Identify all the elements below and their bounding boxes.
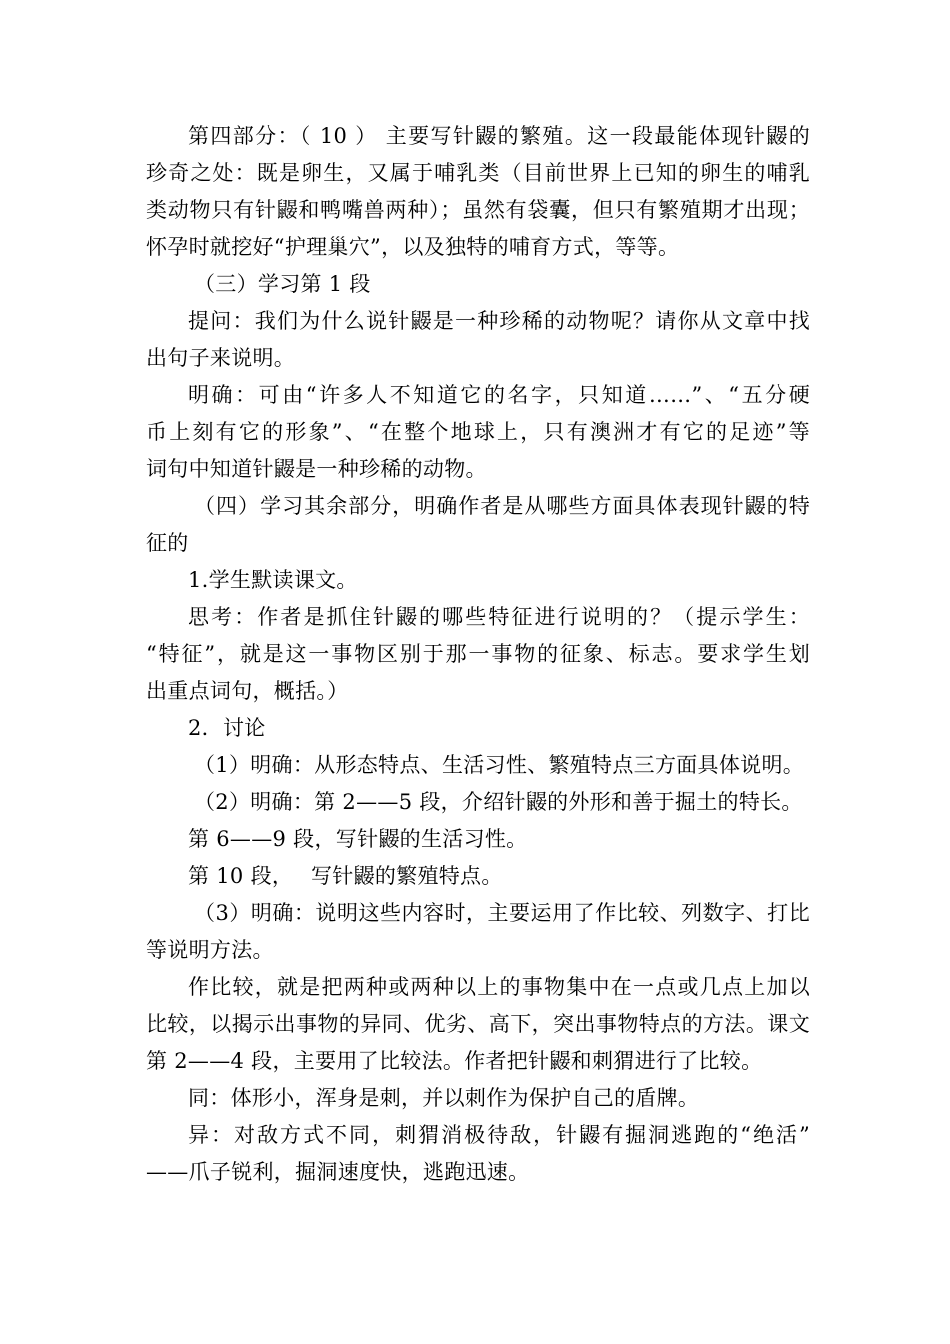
text-line: 作比较，就是把两种或两种以上的事物集中在一点或几点上加以 <box>188 975 810 999</box>
text-line: 词句中知道针鼹是一种珍稀的动物。 <box>146 457 487 481</box>
paragraph-different <box>146 1117 810 1191</box>
text-line: 2．讨论 <box>188 716 266 740</box>
text-line: 第四部分：（ 10 ） 主要写针鼹的繁殖。这一段最能体现针鼹的 <box>188 124 810 148</box>
paragraph-think <box>146 599 810 710</box>
paragraph-point-two <box>146 784 810 821</box>
paragraph-section-10 <box>146 858 810 895</box>
text-line: 第 2——4 段，主要用了比较法。作者把针鼹和刺猬进行了比较。 <box>146 1049 763 1073</box>
document-body <box>146 118 810 1191</box>
paragraph-step-one <box>146 562 810 599</box>
text-line: 第 6——9 段，写针鼹的生活习性。 <box>188 827 528 851</box>
text-line: 怀孕时就挖好“护理巢穴”，以及独特的哺育方式，等等。 <box>146 235 680 259</box>
paragraph-discussion <box>146 710 810 747</box>
text-line: 异：对敌方式不同，刺猬消极待敌，针鼹有掘洞逃跑的“绝活” <box>188 1123 810 1147</box>
text-line: （3）明确：说明这些内容时，主要运用了作比较、列数字、打比 <box>194 901 810 925</box>
text-line: 征的 <box>146 531 189 555</box>
text-line: 比较，以揭示出事物的异同、优劣、高下，突出事物特点的方法。课文 <box>146 1012 810 1036</box>
paragraph-answer <box>146 377 810 488</box>
text-line: 第 10 段， 写针鼹的繁殖特点。 <box>188 864 503 888</box>
paragraph-point-three <box>146 895 810 969</box>
paragraph-question <box>146 303 810 377</box>
text-line: 提问：我们为什么说针鼹是一种珍稀的动物呢？请你从文章中找 <box>188 309 810 333</box>
text-line: 类动物只有针鼹和鸭嘴兽两种）；虽然有袋囊，但只有繁殖期才出现； <box>146 198 810 222</box>
text-line: （1）明确：从形态特点、生活习性、繁殖特点三方面具体说明。 <box>194 753 805 777</box>
text-line: （2）明确：第 2——5 段，介绍针鼹的外形和善于掘土的特长。 <box>194 790 803 814</box>
text-line: 出句子来说明。 <box>146 346 296 370</box>
text-line: 同：体形小，浑身是刺，并以刺作为保护自己的盾牌。 <box>188 1086 700 1110</box>
text-line: （三）学习第 1 段 <box>194 272 371 296</box>
paragraph-part-four <box>146 118 810 266</box>
paragraph-same <box>146 1080 810 1117</box>
text-line: “特征”，就是这一事物区别于那一事物的征象、标志。要求学生划 <box>146 642 810 666</box>
text-line: 思考：作者是抓住针鼹的哪些特征进行说明的？（提示学生： <box>188 605 810 629</box>
text-line: 珍奇之处：既是卵生，又属于哺乳类（目前世界上已知的卵生的哺乳 <box>146 161 810 185</box>
text-line: 币上刻有它的形象”、“在整个地球上，只有澳洲才有它的足迹”等 <box>146 420 810 444</box>
paragraph-section-6-9 <box>146 821 810 858</box>
text-line: 出重点词句，概括。） <box>146 679 349 703</box>
section-heading-four <box>146 488 810 562</box>
paragraph-comparison <box>146 969 810 1080</box>
section-heading-three <box>146 266 810 303</box>
paragraph-point-one <box>146 747 810 784</box>
text-line: 1.学生默读课文。 <box>188 568 358 592</box>
text-line: ——爪子锐利，掘洞速度快，逃跑迅速。 <box>146 1160 530 1184</box>
text-line: 明确：可由“许多人不知道它的名字，只知道……”、“五分硬 <box>188 383 810 407</box>
text-line: （四）学习其余部分，明确作者是从哪些方面具体表现针鼹的特 <box>194 494 810 518</box>
text-line: 等说明方法。 <box>146 938 274 962</box>
